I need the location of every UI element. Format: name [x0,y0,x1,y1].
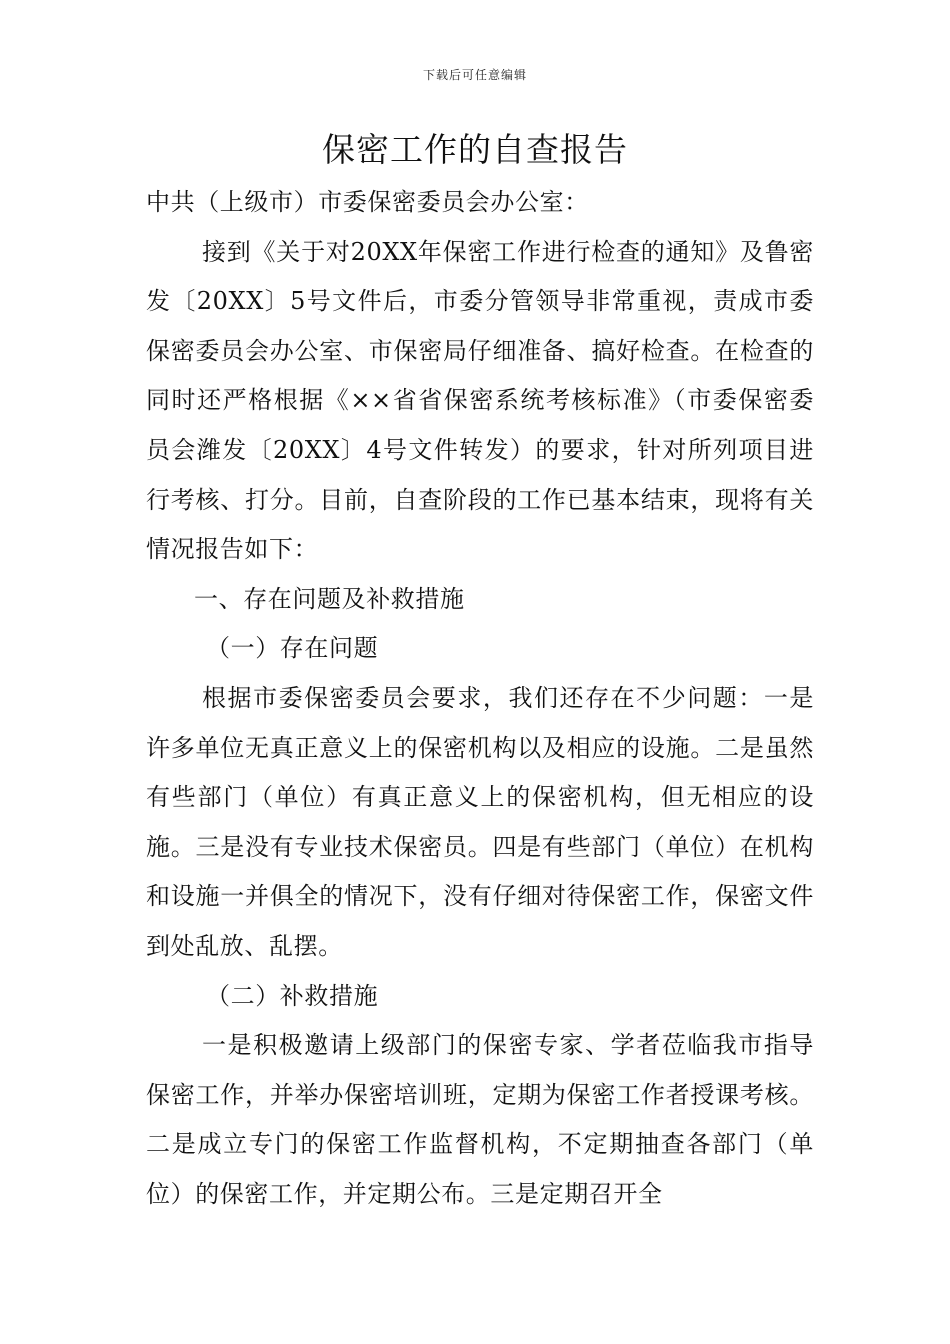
section-heading-1: 一、存在问题及补救措施 [194,584,465,613]
salutation: 中共（上级市）市委保密委员会办公室： [146,188,589,216]
header-note: 下载后可任意编辑 [422,68,527,82]
document-body [146,178,814,1219]
subsection-paragraph-1: 根据市委保密委员会要求，我们还存在不少问题：一是许多单位无真正意义上的保密机构以及相应的设施。二是虽然有些部门（单位）有真正意义上的保密机构，但无相应的设施。三是没有专业技术保密员。四是有些部门（单位）在机构和设施一并俱全的情况下，没有仔细对待保密工作，保密文件到处乱放、乱摆。 [146,683,814,960]
subsection-paragraph-2: 一是积极邀请上级部门的保密专家、学者莅临我市指导保密工作，并举办保密培训班，定期为保密工作者授课考核。二是成立专门的保密工作监督机构，不定期抽查各部门（单位）的保密工作，并定期公布。三是定期召开全 [146,1031,814,1208]
subsection-heading-2: （二）补救措施 [206,981,379,1010]
intro-paragraph: 接到《关于对20XX年保密工作进行检查的通知》及鲁密发〔20XX〕5号文件后，市委分管领导非常重视，责成市委保密委员会办公室、市保密局仔细准备、搞好检查。在检查的同时还严格根据《××省省保密系统考核标准》（市委保密委员会潍发〔20XX〕4号文件转发）的要求，针对所列项目进行考核、打分。目前，自查阶段的工作已基本结束，现将有关情况报告如下： [146,237,814,564]
subsection-heading-1: （一）存在问题 [206,634,379,663]
document-title: 保密工作的自查报告 [322,130,628,169]
